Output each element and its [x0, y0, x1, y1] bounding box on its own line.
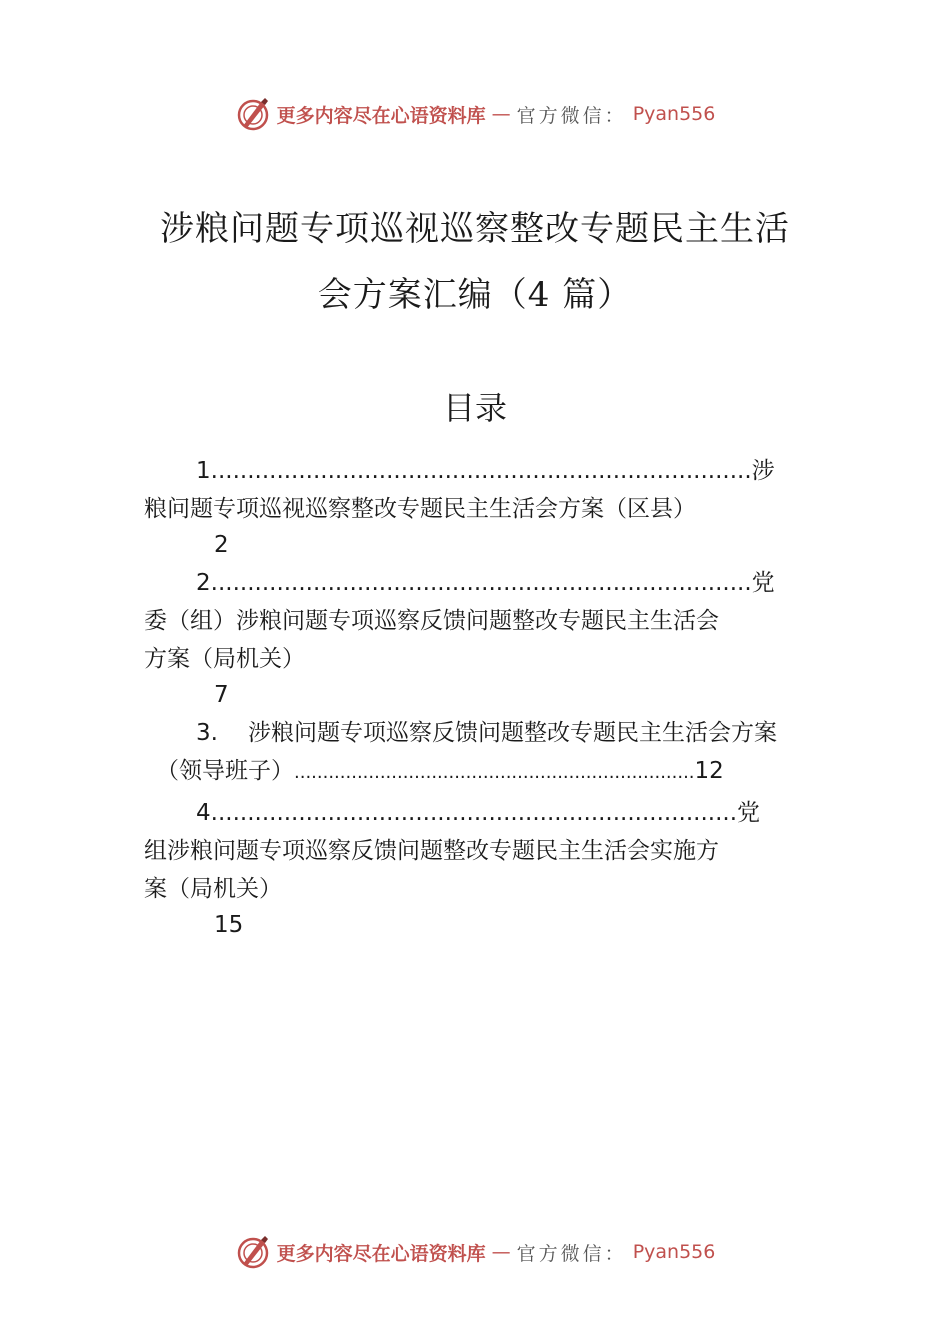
toc-heading: 目录: [442, 389, 507, 427]
toc-item-2-dots: ..........................................................................: [210, 570, 752, 596]
toc-item-4-title-line-1[interactable]: 组涉粮问题专项巡察反馈问题整改专题民主生活会实施方: [144, 838, 719, 864]
toc-item-1-dots: ..........................................................................: [210, 458, 752, 484]
watermark-text: 更多内容尽在心语资料库: [276, 1242, 486, 1265]
watermark-text: 更多内容尽在心语资料库: [276, 104, 486, 127]
toc-item-3-title-line-1: 涉粮问题专项巡察反馈问题整改专题民主生活会方案: [247, 720, 777, 746]
toc-item-4-title-line-2[interactable]: 案（局机关）: [144, 876, 282, 902]
wechat-id: Pyan556: [632, 103, 716, 125]
toc-item-3[interactable]: [196, 714, 777, 752]
toc-item-2-number: 2: [196, 570, 211, 596]
title-line-2: 会方案汇编（4 篇）: [317, 275, 633, 315]
document-title: [0, 196, 950, 328]
header-watermark: [0, 96, 950, 132]
toc-item-2[interactable]: [196, 564, 775, 602]
footer-watermark: [0, 1234, 950, 1270]
toc-item-1-number: 1: [196, 458, 211, 484]
toc-item-1-title[interactable]: 粮问题专项巡视巡察整改专题民主生活会方案（区县）: [144, 496, 696, 522]
pen-logo-icon: [235, 1234, 271, 1270]
toc-item-2-title-line-1[interactable]: 委（组）涉粮问题专项巡察反馈问题整改专题民主生活会: [144, 608, 719, 634]
watermark-separator: —: [491, 103, 511, 125]
toc-item-3-number: 3.: [196, 720, 218, 746]
wechat-label: 官方微信：: [516, 1242, 627, 1265]
wechat-id: Pyan556: [632, 1241, 716, 1263]
wechat-label: 官方微信：: [516, 104, 627, 127]
watermark-separator: —: [491, 1241, 511, 1263]
toc-item-4-page[interactable]: 15: [214, 912, 244, 938]
toc-item-3-title-line-2: （领导班子）: [156, 758, 294, 784]
toc-item-1-page[interactable]: 2: [214, 532, 229, 558]
toc-item-4-lead: 党: [737, 800, 761, 826]
toc-item-1[interactable]: [196, 452, 775, 490]
toc-item-4[interactable]: [196, 794, 760, 832]
toc-item-2-page[interactable]: 7: [214, 682, 229, 708]
toc-item-4-dots: ........................................................................: [210, 800, 738, 826]
toc-item-2-title-line-2[interactable]: 方案（局机关）: [144, 646, 305, 672]
toc-item-4-number: 4: [196, 800, 211, 826]
toc-item-3-dots: ......................................................................: [294, 762, 695, 783]
pen-logo-icon: [235, 96, 271, 132]
title-line-1: 涉粮问题专项巡视巡察整改专题民主生活: [160, 209, 790, 249]
toc-item-2-lead: 党: [751, 570, 775, 596]
toc-item-3-page: 12: [694, 758, 724, 784]
toc-item-3-line-2[interactable]: [156, 752, 724, 792]
toc-item-1-lead: 涉: [751, 458, 775, 484]
